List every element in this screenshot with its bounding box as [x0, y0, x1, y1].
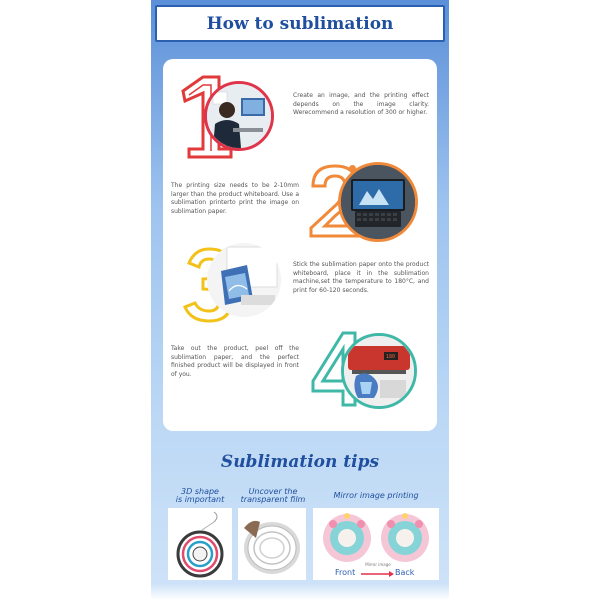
mirror-front-label: Front [335, 568, 356, 577]
tip-2-image [238, 508, 306, 580]
mirror-back-label: Back [395, 568, 415, 577]
step-4 [163, 327, 437, 431]
page-title: How to sublimation [206, 13, 394, 34]
tip-2-label-line2: transparent film [240, 495, 306, 504]
step-1-photo [204, 81, 274, 151]
steps-card [163, 59, 437, 431]
tip-3-label-line1: Mirror image printing [333, 491, 419, 500]
sublimation-guide-panel [151, 0, 449, 600]
tip-3-image [313, 508, 439, 580]
step-1 [163, 59, 437, 159]
step-1-text: Create an image, and the printing effect depends on the image clarity. Werecommend a resolution of 300 or higher. [293, 92, 429, 116]
mirror-caption: Mirror image [365, 562, 391, 567]
tip-2-label [237, 488, 309, 504]
step-2-photo [338, 162, 418, 242]
tip-1-label-line2: is important [175, 495, 225, 504]
tip-3-label [311, 492, 441, 500]
bottom-strip [151, 584, 449, 600]
tips-title: Sublimation tips [220, 452, 380, 472]
step-3-photo [207, 243, 281, 317]
tip-1-label-line1: 3D shape [181, 487, 219, 496]
title-banner [155, 5, 445, 42]
tip-1-image [168, 508, 232, 580]
step-4-text: Take out the product, peel off the sublimation paper, and the perfect finished product will be displayed in front of you. [171, 345, 299, 378]
svg-text:180: 180 [386, 354, 396, 360]
tip-2-label-line1: Uncover the [248, 487, 298, 496]
step-4-photo [341, 333, 417, 409]
step-2 [163, 154, 437, 249]
tip-1-label [169, 488, 231, 504]
step-2-text: The printing size needs to be 2-10mm larger than the product whiteboard. Use a sublimation printerto print the image on sublimation paper. [171, 182, 299, 215]
step-3-text: Stick the sublimation paper onto the product whiteboard, place it in the sublimation machine,set the temperature to 180°C, and print for 60-120 seconds. [293, 261, 429, 294]
step-3 [163, 239, 437, 329]
